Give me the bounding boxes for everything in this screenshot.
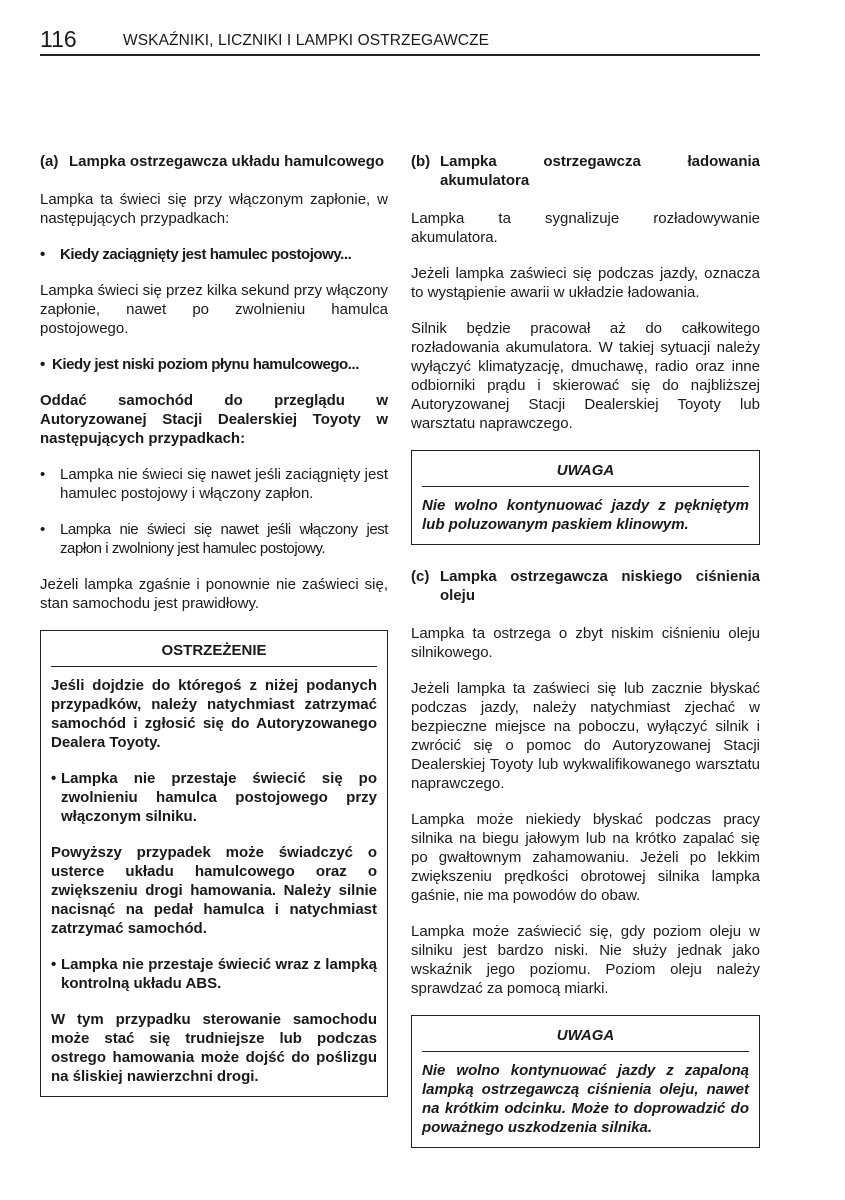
bullet-icon: • <box>51 770 57 787</box>
bold-bullet-text: Kiedy jest niski poziom płynu hamulcowego... <box>52 356 359 373</box>
paragraph: Jeżeli lampka zaświeci się podczas jazdy, oznacza to wystąpienie awarii w układzie ładowania. <box>411 265 760 301</box>
warning-text: W tym przypadku sterowanie samochodu może stać się trudniejsze lub podczas ostrego hamowania może dojść do poślizgu na śliskiej nawierzchni drogi. <box>51 1011 377 1085</box>
note-box <box>411 1015 760 1148</box>
warning-bullet <box>51 769 377 826</box>
bold-bullet <box>40 355 388 374</box>
paragraph: Jeżeli lampka ta zaświeci się lub zacznie błyskać podczas jazdy, należy natychmiast zjechać w bezpieczne miejsce na poboczu, wyłączyć silnik i zwrócić się o pomoc do Autoryzowanej Stacji Dealerskiej Toyoty lub wykwalifikowanego warsztatu naprawczego. <box>411 680 760 792</box>
paragraph: Lampka może niekiedy błyskać podczas pracy silnika na biegu jałowym lub na krótko zapalać się po gwałtownym zahamowaniu. Jeżeli po lekkim zwiększeniu prędkości obrotowej silnika lampka gaśnie, nie ma powodów do obaw. <box>411 811 760 904</box>
paragraph: Lampka ta sygnalizuje rozładowywanie akumulatora. <box>411 210 760 246</box>
heading-c-text: Lampka ostrzegawcza niskiego ciśnienia oleju <box>440 568 760 604</box>
bullet-icon: • <box>40 521 46 538</box>
warning-title: OSTRZEŻENIE <box>51 641 377 667</box>
note-text: Nie wolno kontynuować jazdy z pękniętym lub poluzowanym paskiem klinowym. <box>422 497 749 533</box>
note-title: UWAGA <box>422 1026 749 1052</box>
heading-c-label: (c) <box>411 568 430 585</box>
heading-b-label: (b) <box>411 153 431 170</box>
warning-text: Powyższy przypadek może świadczyć o usterce układu hamulcowego oraz o zwiększeniu drogi hamowania. Należy silnie nacisnąć na pedał hamulca i natychmiast zatrzymać samochód. <box>51 844 377 937</box>
heading-c <box>411 567 760 605</box>
warning-bullet <box>51 955 377 993</box>
bold-bullet-text: Kiedy zaciągnięty jest hamulec postojowy... <box>60 246 352 263</box>
section-title: WSKAŹNIKI, LICZNIKI I LAMPKI OSTRZEGAWCZE <box>123 32 490 49</box>
heading-b <box>411 152 760 190</box>
bold-bullet <box>40 245 388 264</box>
list-item <box>40 520 388 558</box>
paragraph: Lampka ta ostrzega o zbyt niskim ciśnieniu oleju silnikowego. <box>411 625 760 661</box>
paragraph: Jeżeli lampka zgaśnie i ponownie nie zaświeci się, stan samochodu jest prawidłowy. <box>40 576 388 612</box>
heading-a-label: (a) <box>40 153 59 170</box>
note-title: UWAGA <box>422 461 749 487</box>
warning-bullet-text: Lampka nie przestaje świecić wraz z lampką kontrolną układu ABS. <box>61 956 377 992</box>
paragraph: Lampka ta świeci się przy włączonym zapłonie, w następujących przypadkach: <box>40 191 388 227</box>
warning-bullet-text: Lampka nie przestaje świecić się po zwolnieniu hamulca postojowego przy włączonym silniku. <box>61 770 377 825</box>
bullet-icon: • <box>40 466 46 483</box>
bullet-icon: • <box>40 246 46 263</box>
bullet-icon: • <box>40 356 46 373</box>
right-column <box>411 152 760 1165</box>
page-header <box>40 28 760 56</box>
heading-b-text: Lampka ostrzegawcza ładowania akumulatora <box>440 153 760 189</box>
list-item-text: Lampka nie świeci się nawet jeśli włączony jest zapłon i zwolniony jest hamulec postojowy. <box>60 521 388 557</box>
paragraph-bold: Oddać samochód do przeglądu w Autoryzowanej Stacji Dealerskiej Toyoty w następujących przypadkach: <box>40 392 388 447</box>
heading-a-text: Lampka ostrzegawcza układu hamulcowego <box>69 153 385 170</box>
heading-a <box>40 152 388 171</box>
list-item <box>40 465 388 503</box>
left-column <box>40 152 388 1114</box>
warning-text: Jeśli dojdzie do któregoś z niżej podanych przypadków, należy natychmiast zatrzymać samochód i zgłosić się do Autoryzowanego Dealera Toyoty. <box>51 677 377 751</box>
note-text: Nie wolno kontynuować jazdy z zapaloną lampką ostrzegawczą ciśnienia oleju, nawet na krótkim odcinku. Może to doprowadzić do poważnego uszkodzenia silnika. <box>422 1062 749 1136</box>
paragraph: Silnik będzie pracował aż do całkowitego rozładowania akumulatora. W takiej sytuacji należy wyłączyć klimatyzację, dmuchawę, radio oraz inne odbiorniki prądu i skierować się do najbliższej Autoryzowanej Stacji Dealerskiej Toyoty lub warsztatu naprawczego. <box>411 320 760 432</box>
warning-box <box>40 630 388 1097</box>
paragraph: Lampka może zaświecić się, gdy poziom oleju w silniku jest bardzo niski. Nie służy jednak jako wskaźnik jego poziomu. Poziom oleju należy sprawdzać za pomocą miarki. <box>411 923 760 997</box>
note-box <box>411 450 760 545</box>
page-number: 116 <box>40 26 77 52</box>
paragraph: Lampka świeci się przez kilka sekund przy włączony zapłonie, nawet po zwolnieniu hamulca postojowego. <box>40 282 388 337</box>
bullet-icon: • <box>51 956 57 973</box>
list-item-text: Lampka nie świeci się nawet jeśli zaciągnięty jest hamulec postojowy i włączony zapłon. <box>60 466 388 502</box>
